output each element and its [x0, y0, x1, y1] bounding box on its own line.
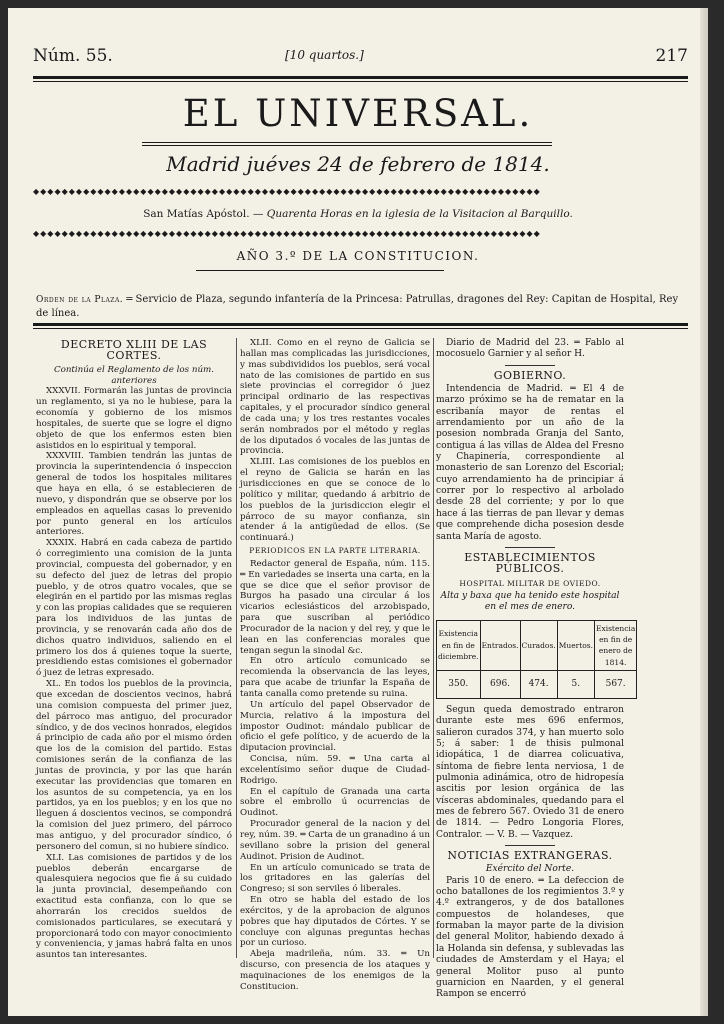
paragraph: XL. En todos los pueblos de la provincia, que excedan de doscientos vecinos, habrá una comision compuesta del primer juez, del párroco mas antiguo, del procurador síndico, y de dos vecinos honrados, elegidos á principio de cada año por el mismo órden que los de la comision del partido. Estas comisiones serán de la confianza de las juntas de provincia, y por las que harán executar las providencias que tomaren en los asuntos de su competencia, ya en los partidos, ya en los pueblos; y en los que no lleguen á doscientos vecinos, se compondrá la comision del juez primero, del párroco mas antiguo, y del procurador síndico, ó personero del comun, si no hubiere síndico.: [36, 679, 232, 852]
year-line: AÑO 3.º DE LA CONSTITUCION.: [236, 249, 480, 263]
paragraph: En otro se habla del estado de los exércitos, y de la aprobacion de algunos pobres que hay diputados de Córtes. Y se concluye con algunas preguntas hechas por un curioso.: [240, 895, 430, 949]
column-divider-1: [236, 338, 237, 958]
orden-label: Orden de la Plaza.: [36, 295, 124, 305]
top-rule-thin: [33, 81, 688, 82]
hospital-table: [436, 620, 637, 699]
masthead-top-line: [33, 46, 688, 70]
page-number: 217: [655, 46, 688, 66]
hospital-subheading: Alta y baxa que ha tenido este hospital en el mes de enero.: [440, 590, 620, 613]
saint-name: San Matías Apóstol. —: [143, 208, 264, 220]
title-rule: [142, 142, 552, 143]
table-cell: 5.: [557, 670, 594, 698]
ornament-rule-2: ◆◆◆◆◆◆◆◆◆◆◆◆◆◆◆◆◆◆◆◆◆◆◆◆◆◆◆◆◆◆◆◆◆◆◆◆◆◆◆◆◆◆◆◆◆◆◆◆◆◆◆◆◆◆◆◆◆◆◆◆◆◆◆◆◆◆◆◆◆◆◆: [33, 230, 541, 238]
table-header: Muertos.: [557, 620, 594, 670]
paragraph: Diario de Madrid del 23. ═ Fablo al mocosuelo Garnier y al señor H.: [436, 338, 624, 360]
divider: [505, 845, 555, 846]
column-1: [36, 338, 232, 961]
paragraph: En el capítulo de Granada una carta sobre el embrollo ú ocurrencias de Oudinot.: [240, 786, 430, 819]
decree-subheading: Continúa el Reglamento de los núm. anteriores: [53, 364, 215, 386]
paragraph: Redactor general de España, núm. 115. ═ En variedades se inserta una carta, en la que se dice que el señor provisor de Burgos ha pasado una circular á los vicarios eclesiásticos del arzobispado, para que suscriban al periódico Procurador de la nacion y del rey, y que le lean en las conferencias morales que tengan segun la sinodal &c.: [240, 558, 430, 656]
gobierno-heading: GOBIERNO.: [493, 368, 567, 382]
paragraph: Intendencia de Madrid. ═ El 4 de marzo próximo se ha de rematar en la escribanía mayor de rentas el arrendamiento por un año de la posesion nombrada Granja del Santo, contigua á las villas de Aldea del Fresno y Chapinería, correspondiente al monasterio de san Lorenzo del Escorial; cuyo arrendamiento ha de principiar á correr por lo respectivo al arbolado desde 28 del corriente; y por lo que hace á las tierras de pan llevar y demas que comprehende dicha posesion desde santa María de agosto.: [436, 384, 624, 542]
hospital-heading: HOSPITAL MILITAR DE OVIEDO.: [459, 578, 601, 588]
establecimientos-heading: ESTABLECIMIENTOS PÚBLICOS.: [464, 550, 596, 576]
page-edge-shadow: [700, 8, 708, 1016]
table-cell: 474.: [520, 670, 557, 698]
dateline: Madrid juéves 24 de febrero de 1814.: [166, 152, 550, 176]
table-cell: 350.: [437, 670, 481, 698]
orden-de-la-plaza: [36, 293, 688, 320]
paragraph: Concisa, núm. 59. ═ Una carta al excelentísimo señor duque de Ciudad-Rodrigo.: [240, 754, 430, 786]
table-cell: 696.: [480, 670, 520, 698]
issue-number: Núm. 55.: [33, 46, 113, 66]
newspaper-title: EL UNIVERSAL.: [182, 92, 534, 135]
noticias-subheading: Exército del Norte.: [485, 864, 575, 875]
column-2: [240, 338, 430, 993]
column-divider-2: [433, 338, 434, 958]
paragraph: XXXVII. Formarán las juntas de provincia un reglamento, si ya no le hubiese, para la economía y gobierno de los mismos hospitales, de suerte que se logre el digno objeto de que los enfermos esten bien asistidos en lo espiritual y temporal.: [36, 386, 232, 451]
title-rule-2: [142, 145, 552, 146]
noticias-heading: NOTICIAS EXTRANGERAS.: [447, 849, 613, 863]
forty-hours: Quarenta Horas en la iglesia de la Visitacion al Barquillo.: [266, 208, 573, 220]
paragraph: Un artículo del papel Observador de Murcia, relativo á la impostura del impostor Oudinot: mándalo publicar de oficio el gefe político, y de acuerdo de la diputacion provincial.: [240, 699, 430, 754]
paragraph: XLI. Las comisiones de partidos y de los pueblos deberán encargarse de qualesquiera negocios que fie á su cuidado la junta provincial, desempeñando con exactitud esta confianza, con lo que se ahorrarán los crecidos sueldos de comisionados particulares, se executará y proporcionará todo con mayor conocimiento y conveniencia, y jamas habrá falta en unos asuntos tan interesantes.: [36, 852, 232, 961]
orden-text: ═ Servicio de Plaza, segundo infantería de la Princesa: Patrullas, dragones del Rey: Capitan de Hospital, Rey de línea.: [36, 294, 679, 319]
table-header: Curados.: [520, 620, 557, 670]
paragraph: Paris 10 de enero. ═ La defeccion de ocho batallones de los regimientos 3.º y 4.º extrangeros, y de dos batallones compuestos de holandeses, que formaban la mayor parte de la division del general Molitor, habiendo dexado á la Holanda sin defensa, y sublevadas las ciudades de Amsterdam y el Haya; el general Molitor puso al punto guarnicion en Naarden, y el general Rampon se encerró: [436, 875, 624, 1000]
divider: [505, 547, 555, 548]
paragraph: Procurador general de la nacion y del rey, núm. 39. ═ Carta de un granadino á un sevillano sobre la prision del general Audinot. Prision de Audinot.: [240, 819, 430, 862]
divider: [505, 365, 555, 366]
ornament-rule-1: ◆◆◆◆◆◆◆◆◆◆◆◆◆◆◆◆◆◆◆◆◆◆◆◆◆◆◆◆◆◆◆◆◆◆◆◆◆◆◆◆◆◆◆◆◆◆◆◆◆◆◆◆◆◆◆◆◆◆◆◆◆◆◆◆◆◆◆◆◆◆◆: [33, 188, 541, 196]
paragraph: XXXIX. Habrá en cada cabeza de partido ó corregimiento una comision de la junta provincial, compuesta del gobernador, y en su defecto del juez de letras del propio pueblo, y de otros quatro vocales, que se elegirán en el partido por las mismas reglas y con las propias calidades que se requieren para los individuos de las juntas de provincia, y se renovarán cada año dos de dichos quatro individuos, saliendo en el primero los dos á quienes toque la suerte, presidiendo estas comisiones el gobernador ó juez de letras expresado.: [36, 538, 232, 679]
periodicos-heading: PERIODICOS EN LA PARTE LITERARIA.: [249, 546, 421, 556]
table-header: Entrados.: [480, 620, 520, 670]
paragraph: En un artículo comunicado se trata de los gritadores en las galerías del Congreso; si son serviles ó liberales.: [240, 862, 430, 895]
year-rule: [196, 270, 444, 271]
paragraph: En otro artículo comunicado se recomienda la observancia de las leyes, para que acabe de triunfar la España de tanta canalla como pretende su ruina.: [240, 656, 430, 699]
section-rule: [33, 323, 688, 326]
table-header: Existencia en fin de enero de 1814.: [594, 620, 636, 670]
paragraph: XXXVIII. Tambien tendrán las juntas de provincia la superintendencia ó inspeccion general de todos los hospitales militares que haya en ella, ó se establecieren de nuevo, y dispondrán que se observe por los empleados en aquellas casas lo prevenido por punto general en los artículos anteriores.: [36, 451, 232, 538]
column-3: [436, 338, 636, 1001]
paragraph: Segun queda demostrado entraron durante este mes 696 enfermos, salieron curados 374, y han muerto solo 5; á saber: 1 de thisis pulmonal idiopática, 1 de diarrea colicuativa, síntoma de fiebre lenta nerviosa, 1 de pulmonia adinámica, otro de hidropesía ascitis por lesion orgánica de las vísceras abdominales, quedando para el mes de febrero 567. Oviedo 31 de enero de 1814. — Pedro Longoria Flores, Contralor. — V. B. — Vazquez.: [436, 704, 624, 840]
decree-heading: DECRETO XLIII DE LAS CORTES.: [60, 338, 208, 362]
table-header: Existencia en fin de diciembre.: [437, 620, 481, 670]
saints-line: [8, 208, 708, 220]
newspaper-page: [8, 8, 708, 1016]
paragraph: XLIII. Las comisiones de los pueblos en el reyno de Galicia se harán en las jurisdicciones en que se conoce de lo político y militar, quedando á arbitrio de los pueblos de la jurisdiccion elegir el párroco de su mayor confianza, sin atender á la antigüedad de ellos. (Se continuará.): [240, 457, 430, 544]
paragraph: Abeja madrileña, núm. 33. ═ Un discurso, con presencia de los ataques y maquinaciones de los enemigos de la Constitucion.: [240, 949, 430, 992]
paragraph: XLII. Como en el reyno de Galicia se hallan mas complicadas las jurisdicciones, y mas subdivididos los pueblos, será vocal nato de las comisiones de partido en sus siete provincias el corregidor ó juez principal ordinario de las respectivas capitales, y el procurador síndico general de cada una; y los tres restantes vocales serán nombrados por el método y reglas de los diputados ó vocales de las juntas de provincia.: [240, 338, 430, 457]
section-rule-thin: [33, 328, 688, 329]
issue-price: [10 quartos.]: [285, 48, 364, 62]
top-rule: [33, 76, 688, 79]
table-cell: 567.: [594, 670, 636, 698]
